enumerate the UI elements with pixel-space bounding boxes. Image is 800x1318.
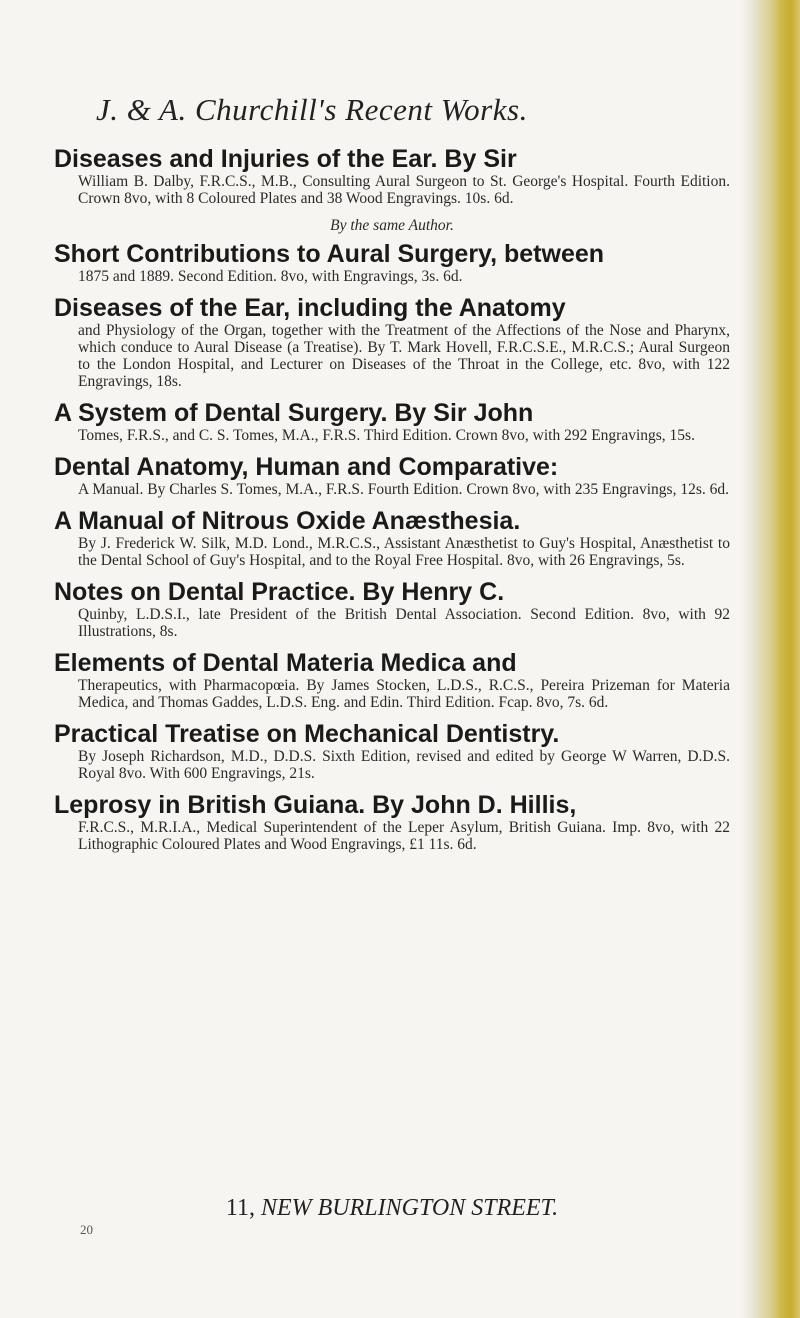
list-item bbox=[54, 721, 730, 782]
entry-body: and Physiology of the Organ, together with the Treatment of the Affections of the Nose and Pharynx, which conduce to Aural Disease (a Treatise). By T. Mark Hovell, F.R.C.S.E., M.R.C.S.; Aural Surgeon to the London Hospital, and Lecturer on Diseases of the Throat in the College, etc. 8vo, with 122 Engravings, 18s. bbox=[78, 322, 730, 390]
entry-title: Diseases of the Ear, including the Anatomy bbox=[54, 294, 566, 322]
list-item bbox=[54, 454, 730, 498]
book-edge bbox=[754, 0, 800, 1318]
entry-body: William B. Dalby, F.R.C.S., M.B., Consulting Aural Surgeon to St. George's Hospital. Fourth Edition. Crown 8vo, with 8 Coloured Plates and 38 Wood Engravings. 10s. 6d. bbox=[78, 173, 730, 207]
entry-body: Therapeutics, with Pharmacopœia. By James Stocken, L.D.S., R.C.S., Pereira Prizeman for Materia Medica, and Thomas Gaddes, L.D.S. Eng. and Edin. Third Edition. Fcap. 8vo, 7s. 6d. bbox=[78, 677, 730, 711]
entry-body: Quinby, L.D.S.I., late President of the British Dental Association. Second Edition. 8vo, with 92 Illustrations, 8s. bbox=[78, 606, 730, 640]
list-item bbox=[54, 400, 730, 444]
entry-title: Short Contributions to Aural Surgery, between bbox=[54, 240, 605, 268]
street-number: 11, bbox=[225, 1195, 255, 1221]
entry-title: A System of Dental Surgery. By Sir John bbox=[54, 399, 534, 427]
entry-title: Elements of Dental Materia Medica and bbox=[54, 649, 517, 677]
entry-body: By J. Frederick W. Silk, M.D. Lond., M.R.C.S., Assistant Anæsthetist to Guy's Hospital, Anæsthetist to the Dental School of Guy's Hospital, and to the Royal Free Hospital. 8vo, with 26 Engravings, 5s. bbox=[78, 535, 730, 569]
publisher-address bbox=[54, 1195, 730, 1222]
entry-title: Leprosy in British Guiana. By John D. Hillis, bbox=[54, 791, 577, 819]
page-edge-shadow bbox=[740, 0, 754, 1318]
list-item bbox=[54, 792, 730, 853]
entry-title: Dental Anatomy, Human and Comparative: bbox=[54, 453, 559, 481]
entry-body: Tomes, F.R.S., and C. S. Tomes, M.A., F.R.S. Third Edition. Crown 8vo, with 292 Engravings, 15s. bbox=[78, 427, 695, 444]
list-item bbox=[54, 579, 730, 640]
entry-title: A Manual of Nitrous Oxide Anæsthesia. bbox=[54, 507, 521, 535]
same-author-subhead: By the same Author. bbox=[330, 217, 454, 234]
list-item bbox=[54, 508, 730, 569]
page-header: J. & A. Churchill's Recent Works. bbox=[96, 92, 528, 127]
list-item bbox=[54, 146, 730, 207]
entry-title: Notes on Dental Practice. By Henry C. bbox=[54, 578, 505, 606]
entry-body: F.R.C.S., M.R.I.A., Medical Superintendent of the Leper Asylum, British Guiana. Imp. 8vo, with 22 Lithographic Coloured Plates and Wood Engravings, £1 11s. 6d. bbox=[78, 819, 730, 853]
entry-body: A Manual. By Charles S. Tomes, M.A., F.R.S. Fourth Edition. Crown 8vo, with 235 Engravings, 12s. 6d. bbox=[78, 481, 729, 498]
entry-body: 1875 and 1889. Second Edition. 8vo, with Engravings, 3s. 6d. bbox=[78, 268, 463, 285]
entry-body: By Joseph Richardson, M.D., D.D.S. Sixth Edition, revised and edited by George W Warren, D.D.S. Royal 8vo. With 600 Engravings, 21s. bbox=[78, 748, 730, 782]
list-item bbox=[54, 650, 730, 711]
street-name: NEW BURLINGTON STREET. bbox=[260, 1195, 559, 1221]
book-list bbox=[54, 146, 730, 863]
list-item bbox=[54, 241, 730, 285]
entry-title: Practical Treatise on Mechanical Dentistry. bbox=[54, 720, 560, 748]
entry-title: Diseases and Injuries of the Ear. By Sir bbox=[54, 145, 517, 173]
page-number: 20 bbox=[80, 1222, 93, 1237]
list-item bbox=[54, 295, 730, 390]
